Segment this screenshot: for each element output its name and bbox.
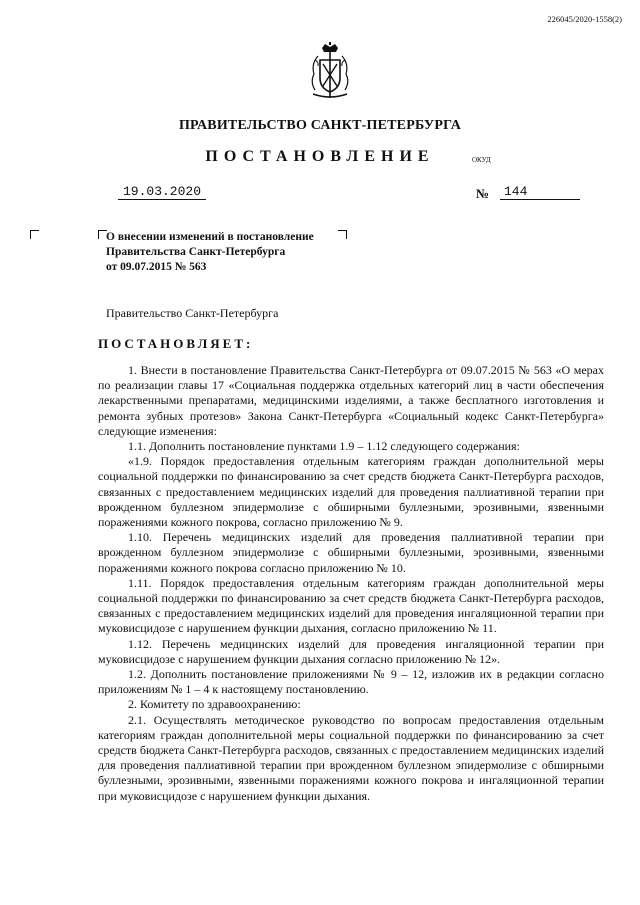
- body-paragraph: 1. Внести в постановление Правительства Санкт-Петербурга от 09.07.2015 № 563 «О мерах по реализации главы 17 «Социальная поддержка отдельных категорий лиц в части обеспечения лекарственными препаратами, медицинскими изделиями, а также бесплатного изготовления и ремонта зубных протезов» Закона Санкт-Петербурга «Социальный кодекс Санкт-Петербурга» следующие изменения:: [98, 363, 604, 438]
- issuer-text: Правительство Санкт-Петербурга: [106, 306, 279, 320]
- document-body: [98, 363, 604, 804]
- resolves-heading: ПОСТАНОВЛЯЕТ:: [98, 336, 254, 351]
- subject-line: Правительства Санкт-Петербурга: [106, 246, 286, 258]
- coat-of-arms-icon: [305, 42, 355, 102]
- corner-mark-left: [30, 230, 39, 239]
- body-paragraph: 1.12. Перечень медицинских изделий для проведения ингаляционной терапии при муковисцидозе с нарушением функции дыхания согласно приложению № 12».: [98, 636, 604, 666]
- body-paragraph: 2.1. Осуществлять методическое руководство по вопросам предоставления отдельным категориям граждан дополнительной меры социальной поддержки по финансированию за счет средств бюджета Санкт-Петербурга расходов, связанных с предоставлением медицинских изделий для проведения паллиативной терапии при врожденном буллезном эпидермолизе с обширными буллезными, эрозивными, язвенными поражениями кожного покрова и ингаляционной терапии при муковисцидозе с нарушением функции дыхания.: [98, 712, 604, 803]
- subject-line: О внесении изменений в постановление: [106, 231, 314, 243]
- number-sign: №: [476, 186, 490, 201]
- body-paragraph: 1.10. Перечень медицинских изделий для проведения паллиативной терапии при врожденном буллезном эпидермолизе с обширными буллезными, эрозивными, язвенными поражениями кожного покрова согласно приложению № 10.: [98, 530, 604, 575]
- body-paragraph: 1.1. Дополнить постановление пунктами 1.9 – 1.12 следующего содержания:: [128, 439, 520, 454]
- body-paragraph: 1.2. Дополнить постановление приложениями № 9 – 12, изложив их в редакции согласно приложениям № 1 – 4 к настоящему постановлению.: [98, 667, 604, 697]
- body-paragraph: «1.9. Порядок предоставления отдельным категориям граждан дополнительной меры социальной поддержки по финансированию за счет средств бюджета Санкт-Петербурга расходов, связанных с предоставлением медицинских изделий для проведения паллиативной терапии при врожденном буллезном эпидермолизе с обширными буллезными, эрозивными, язвенными поражениями кожного покрова, согласно приложению № 9.: [98, 454, 604, 530]
- okud-label: ОКУД: [472, 156, 491, 164]
- document-date: 19.03.2020: [118, 184, 206, 200]
- body-paragraph: 2. Комитету по здравоохранению:: [128, 697, 301, 712]
- body-paragraph: 1.11. Порядок предоставления отдельным категориям граждан дополнительной меры социальной поддержки по финансированию за счет средств бюджета Санкт-Петербурга расходов, связанных с предоставлением медицинских изделий для проведения ингаляционной терапии при муковисцидозе с нарушением функции дыхания, согласно приложению № 11.: [98, 575, 604, 636]
- subject-line: от 09.07.2015 № 563: [106, 261, 207, 273]
- government-title: ПРАВИТЕЛЬСТВО САНКТ-ПЕТЕРБУРГА: [178, 118, 462, 133]
- document-subject: [106, 230, 346, 275]
- document-number: 144: [500, 184, 580, 200]
- document-type: ПОСТАНОВЛЕНИЕ: [205, 148, 435, 165]
- document-code: 226045/2020-1558(2): [547, 14, 622, 24]
